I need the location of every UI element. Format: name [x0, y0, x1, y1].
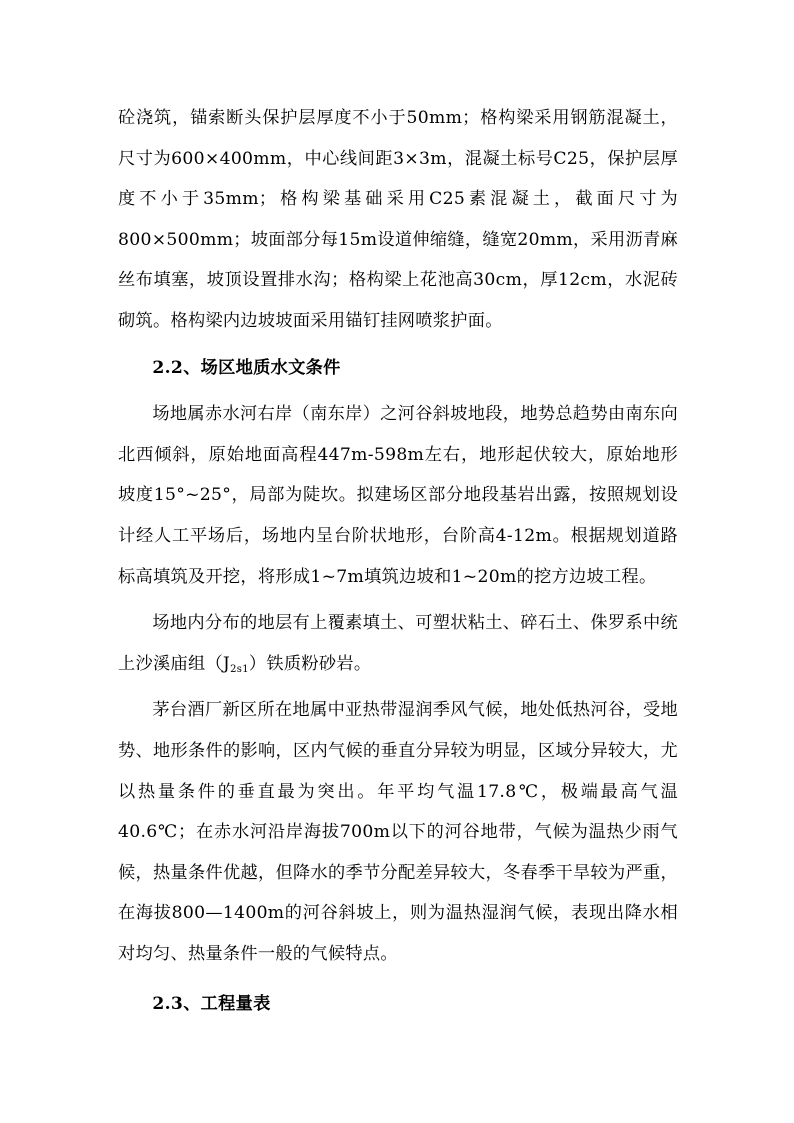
strata-text-end: ）铁质粉砂岩。 — [248, 653, 372, 674]
document-body — [118, 98, 678, 1025]
spacer — [118, 974, 678, 984]
strata-text: 场地内分布的地层有上覆素填土、可塑状粘土、碎石土、侏罗系中统上沙溪庙组（J — [118, 613, 678, 674]
terrain-paragraph: 场地属赤水河右岸（南东岸）之河谷斜坡地段，地势总趋势由南东向北西倾斜，原始地面高程447m-598m左右，地形起伏较大，原始地形坡度15°~25°，局部为陡坎。拟建场区部分地段基岩出露，按照规划设计经人工平场后，场地内呈台阶状地形，台阶高4-12m。根据规划道路标高填筑及开挖，将形成1~7m填筑边坡和1~20m的挖方边坡工程。 — [118, 404, 678, 587]
strata-subscript: 2s1 — [230, 663, 249, 675]
climate-paragraph: 茅台酒厂新区所在地属中亚热带湿润季风气候，地处低热河谷，受地势、地形条件的影响，区内气候的垂直分异较为明显，区域分异较大，尤以热量条件的垂直最为突出。年平均气温17.8℃，极端最高气温40.6℃；在赤水河沿岸海拔700m以下的河谷地带，气候为温热少雨气候，热量条件优越，但降水的季节分配差异较大，冬春季干旱较为严重，在海拔800—1400m的河谷斜坡上，则为温热湿润气候，表现出降水相对均匀、热量条件一般的气候特点。 — [118, 700, 678, 964]
section-heading-2-2: 2.2、场区地质水文条件 — [152, 357, 341, 378]
continuation-paragraph: 砼浇筑，锚索断头保护层厚度不小于50mm；格构梁采用钢筋混凝土，尺寸为600×400mm，中心线间距3×3m，混凝土标号C25，保护层厚度不小于35mm；格构梁基础采用C25素混凝土，截面尺寸为800×500mm；坡面部分每15m设道伸缩缝，缝宽20mm，采用沥青麻丝布填塞，坡顶设置排水沟；格构梁上花池高30cm，厚12cm，水泥砖砌筑。格构梁内边坡坡面采用锚钉挂网喷浆护面。 — [118, 108, 678, 331]
section-heading-2-3: 2.3、工程量表 — [152, 994, 271, 1015]
strata-paragraph — [118, 603, 678, 684]
